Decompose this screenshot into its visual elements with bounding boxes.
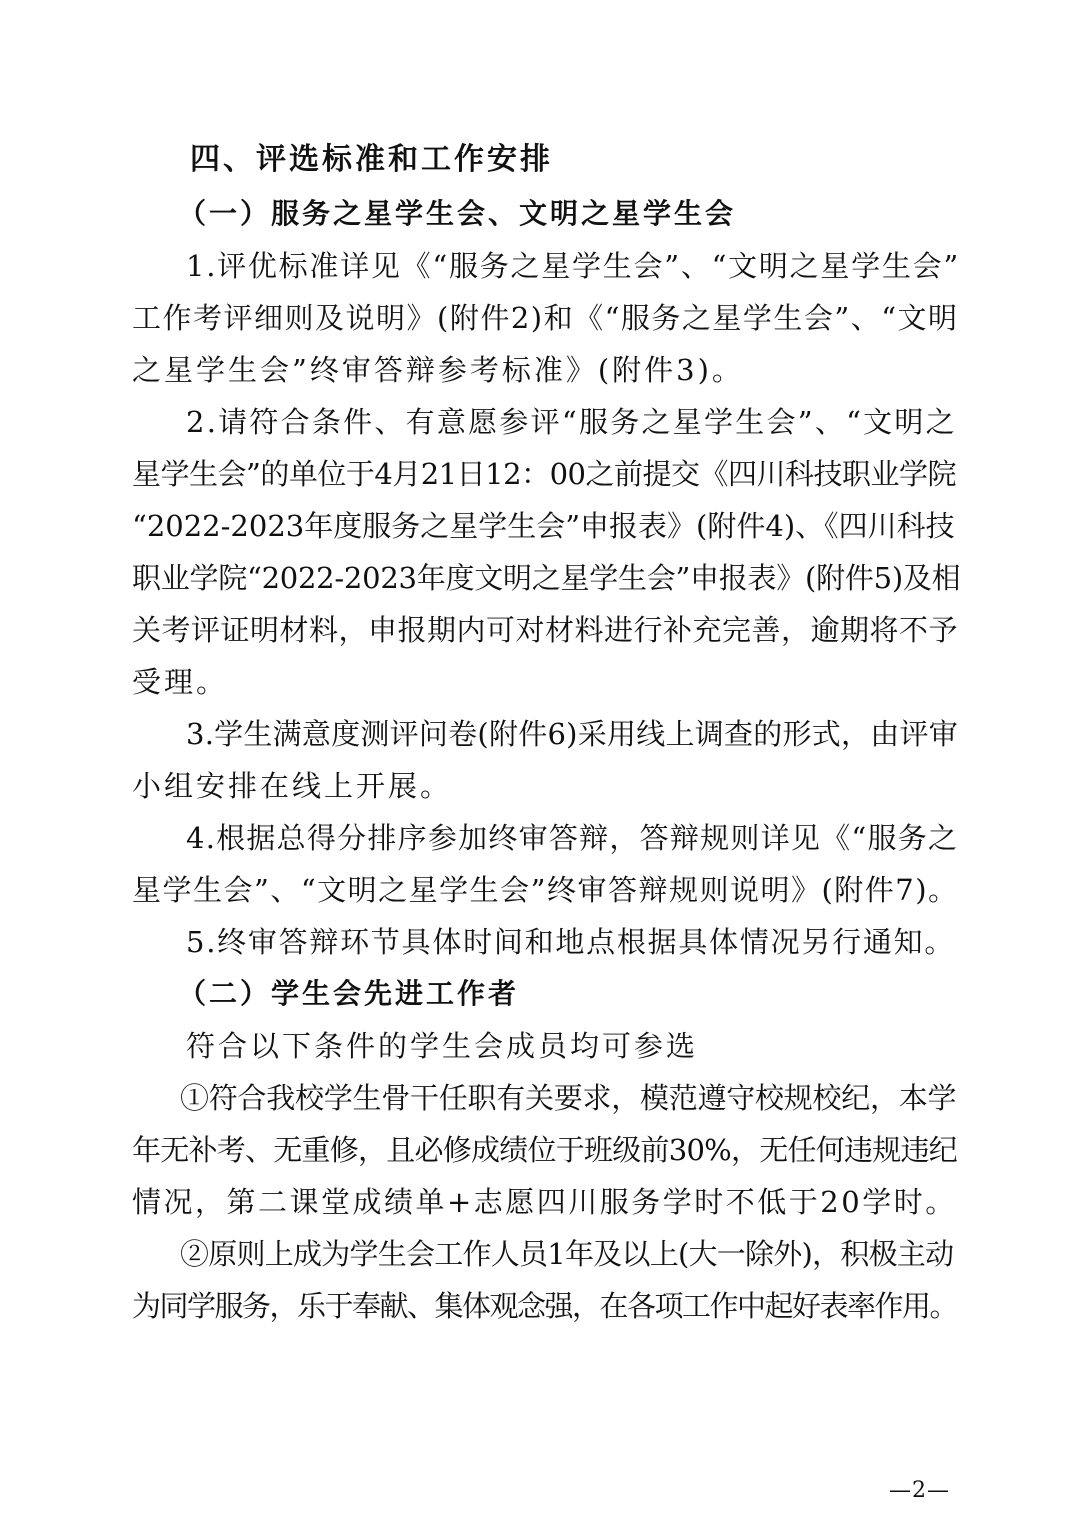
subsection-2-heading: （二）学生会先进工作者 bbox=[178, 977, 520, 1010]
item-1-line-1: 1.评优标准详见《“服务之星学生会”、“文明之星学生会” bbox=[186, 249, 960, 283]
condition-1-line-3: 情况，第二课堂成绩单+志愿四川服务学时不低于20学时。 bbox=[132, 1185, 957, 1219]
condition-1-line-1: ①符合我校学生骨干任职有关要求，模范遵守校规校纪，本学 bbox=[180, 1081, 957, 1115]
condition-2-line-2: 为同学服务，乐于奉献、集体观念强，在各项工作中起好表率作用。 bbox=[132, 1289, 958, 1323]
item-5-line-1: 5.终审答辩环节具体时间和地点根据具体情况另行通知。 bbox=[186, 925, 956, 959]
item-2-line-6: 受理。 bbox=[132, 665, 229, 699]
item-3-line-2: 小组安排在线上开展。 bbox=[132, 769, 453, 803]
condition-1-line-2: 年无补考、无重修，且必修成绩位于班级前30%，无任何违规违纪 bbox=[132, 1133, 957, 1167]
item-2-line-2: 星学生会”的单位于4月21日12：00之前提交《四川科技职业学院 bbox=[132, 457, 956, 491]
subsection-1-heading: （一）服务之星学生会、文明之星学生会 bbox=[178, 197, 737, 230]
item-4-line-1: 4.根据总得分排序参加终审答辩，答辩规则详见《“服务之 bbox=[186, 821, 959, 855]
subsection-2-intro: 符合以下条件的学生会成员均可参选 bbox=[186, 1029, 699, 1063]
item-3-line-1: 3.学生满意度测评问卷(附件6)采用线上调查的形式，由评审 bbox=[186, 717, 958, 751]
item-1-line-3: 之星学生会”终审答辩参考标准》(附件3)。 bbox=[132, 353, 744, 387]
condition-2-line-1: ②原则上成为学生会工作人员1年及以上(大一除外)，积极主动 bbox=[180, 1237, 954, 1271]
section-heading: 四、评选标准和工作安排 bbox=[190, 142, 553, 177]
item-2-line-4: 职业学院“2022-2023年度文明之星学生会”申报表》(附件5)及相 bbox=[132, 561, 961, 595]
item-2-line-1: 2.请符合条件、有意愿参评“服务之星学生会”、“文明之 bbox=[186, 405, 957, 439]
item-4-line-2: 星学生会”、“文明之星学生会”终审答辩规则说明》(附件7)。 bbox=[132, 873, 959, 907]
item-2-line-3: “2022-2023年度服务之星学生会”申报表》(附件4)、《四川科技 bbox=[132, 509, 955, 543]
item-1-line-2: 工作考评细则及说明》(附件2)和《“服务之星学生会”、“文明 bbox=[132, 301, 959, 335]
item-2-line-5: 关考评证明材料，申报期内可对材料进行补充完善，逾期将不予 bbox=[132, 613, 959, 647]
page-number: —2— bbox=[889, 1478, 950, 1503]
